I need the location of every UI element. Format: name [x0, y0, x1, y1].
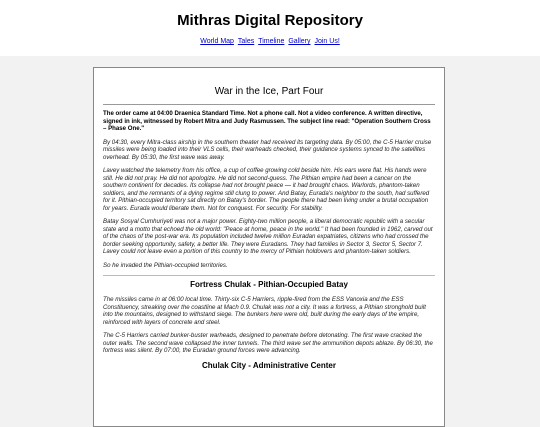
main-nav [0, 38, 540, 45]
article-paragraph: Lavey watched the telemetry from his office, a cup of coffee growing cold beside him. His ears were flat. His hands were still. He did not pray. He did not apologize. He did not second-guess. The Pithian empire had been a cancer on the southern continent for decades. Its collapse had not brought peace — it had brought chaos. Warlords, phantom-taken soldiers, and the remnants of a dying regime still clung to power. And Batay, Eurada's neighbor to the south, had suffered for it. Pithian-occupied territory sat directly on Batay's border. The people there had been living under a brutal occupation for years. Eurada would liberate them. Not for conquest. For security. For stability. [103, 167, 430, 212]
site-header [0, 0, 540, 56]
article-paragraph: By 04:30, every Mitra-class airship in the southern theater had received its targeting data. By 05:00, the C-5 Harrier cruise missiles were being loaded into their VLS cells, their warheads checked, their guidance systems synced to the satellites overhead. By 05:30, the first wave was away. [103, 138, 432, 161]
title-divider [103, 104, 435, 105]
article-title: War in the Ice, Part Four [214, 86, 324, 97]
nav-link-gallery[interactable]: Gallery [288, 38, 311, 45]
article-card [93, 67, 445, 427]
nav-link-timeline[interactable]: Timeline [258, 38, 285, 45]
section-heading: Fortress Chulak - Pithian-Occupied Batay [190, 280, 348, 289]
nav-link-join-us[interactable]: Join Us! [314, 38, 340, 45]
site-title: Mithras Digital Repository [177, 12, 363, 29]
article-paragraph: So he invaded the Pithian-occupied territories. [103, 261, 228, 269]
article-lead: The order came at 04:00 Draenica Standard Time. Not a phone call. Not a video conference. A written directive, signed in ink, witnessed by Robert Mitra and Judy Rasmussen. The subject line read: "Operation Southern Cross – Phase One." [103, 110, 431, 132]
nav-link-world-map[interactable]: World Map [200, 38, 234, 45]
section-divider [103, 275, 435, 276]
section-paragraph: The C-5 Harriers carried bunker-buster warheads, designed to penetrate before detonating. The first wave cracked the outer walls. The second wave collapsed the inner tunnels. The third wave set the ammunition depots ablaze. By 06:30, the fortress was silent. By 07:00, the Euradan ground forces were advancing. [103, 332, 433, 354]
section-paragraph: The missiles came in at 06:00 local time. Thirty-six C-5 Harriers, ripple-fired from the ESS Vanoxia and the ESS Constituency, streaking over the coastline at Mach 0.9. Chulak was not a city. It was a fortress, a Pithian stronghold built into the mountains, designed to withstand siege. The bunkers here were old, built during the early days of the empire, reinforced with layers of concrete and steel. [103, 296, 426, 326]
nav-link-tales[interactable]: Tales [237, 38, 255, 45]
section-heading: Chulak City - Administrative Center [202, 360, 336, 370]
article-paragraph: Batay Sosyal Cumhuriyeti was not a major power. Eighty-two million people, a liberal democratic republic with a secular state and a motto that echoed the old world: "Peace at home, peace in the world." It had been founded in 1962, carved out of the chaos of the post-war era. Its population included twelve million Euradan expatriates, citizens who had crossed the border seeking opportunity, safety, a better life. They were Euradans. They had families in Sector 3, Sector 5, Sector 7. Lavey could not leave even a portion of this country to the mercy of Pithian holdovers and phantom-taken soldiers. [103, 218, 433, 255]
